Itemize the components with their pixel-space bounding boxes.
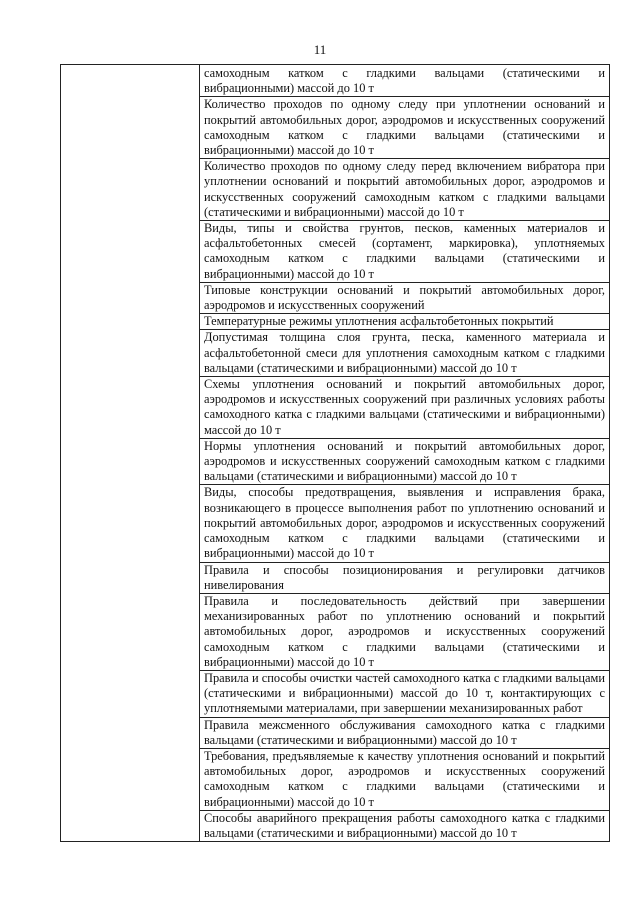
list-item: самоходным катком с гладкими вальцами (статическими и вибрационными) массой до 10 т <box>200 65 609 97</box>
list-item: Количество проходов по одному следу перед включением вибратора при уплотнении оснований и покрытий автомобильных дорог, аэродромов и искусственных сооружений самоходным катком с гладкими вальцами (статическими и вибрационными) массой до 10 т <box>200 159 609 221</box>
list-item: Температурные режимы уплотнения асфальтобетонных покрытий <box>200 314 609 330</box>
content-cell <box>200 65 610 842</box>
table-row <box>61 65 610 842</box>
list-item: Способы аварийного прекращения работы самоходного катка с гладкими вальцами (статическими и вибрационными) массой до 10 т <box>204 810 605 840</box>
list-item: Требования, предъявляемые к качеству уплотнения оснований и покрытий автомобильных дорог, аэродромов и искусственных сооружений самоходным катком с гладкими вальцами (статическими и вибрационными) массой до 10 т <box>200 749 609 811</box>
list-item: Нормы уплотнения оснований и покрытий автомобильных дорог, аэродромов и искусственных сооружений самоходным катком с гладкими вальцами (статическими и вибрационными) массой до 10 т <box>200 439 609 486</box>
list-item: Правила и способы позиционирования и регулировки датчиков нивелирования <box>200 563 609 594</box>
list-item: Типовые конструкции оснований и покрытий автомобильных дорог, аэродромов и искусственных сооружений <box>200 283 609 314</box>
list-item: Схемы уплотнения оснований и покрытий автомобильных дорог, аэродромов и искусственных сооружений при различных условиях работы самоходного катка с гладкими вальцами (статическими и вибрационными) массой до 10 т <box>200 377 609 439</box>
knowledge-table <box>60 64 610 842</box>
list-item: Количество проходов по одному следу при уплотнении оснований и покрытий автомобильных дорог, аэродромов и искусственных сооружений самоходным катком с гладкими вальцами (статическими и вибрационными) массой до 10 т <box>200 97 609 159</box>
list-item: Правила и способы очистки частей самоходного катка с гладкими вальцами (статическими и вибрационными) массой до 10 т, контактирующих с уплотняемыми материалами, при завершении механизированных работ <box>200 671 609 718</box>
label-cell <box>61 65 200 842</box>
list-item: Допустимая толщина слоя грунта, песка, каменного материала и асфальтобетонной смеси для уплотнения самоходным катком с гладкими вальцами (статическими и вибрационными) массой до 10 т <box>200 330 609 377</box>
list-item: Правила межсменного обслуживания самоходного катка с гладкими вальцами (статическими и вибрационными) массой до 10 т <box>200 718 609 749</box>
list-item: Виды, способы предотвращения, выявления и исправления брака, возникающего в процессе выполнения работ по уплотнению оснований и покрытий автомобильных дорог, аэродромов и искусственных сооружений самоходным катком с гладкими вальцами (статическими и вибрационными) массой до 10 т <box>200 485 609 562</box>
page-number: 11 <box>313 42 327 57</box>
list-item: Правила и последовательность действий при завершении механизированных работ по уплотнению оснований и покрытий автомобильных дорог, аэродромов и искусственных сооружений самоходным катком с гладкими вальцами (статическими и вибрационными) массой до 10 т <box>200 594 609 671</box>
list-item: Виды, типы и свойства грунтов, песков, каменных материалов и асфальтобетонных смесей (сортамент, маркировка), уплотняемых самоходным катком с гладкими вальцами (статическими и вибрационными) массой до 10 т <box>200 221 609 283</box>
